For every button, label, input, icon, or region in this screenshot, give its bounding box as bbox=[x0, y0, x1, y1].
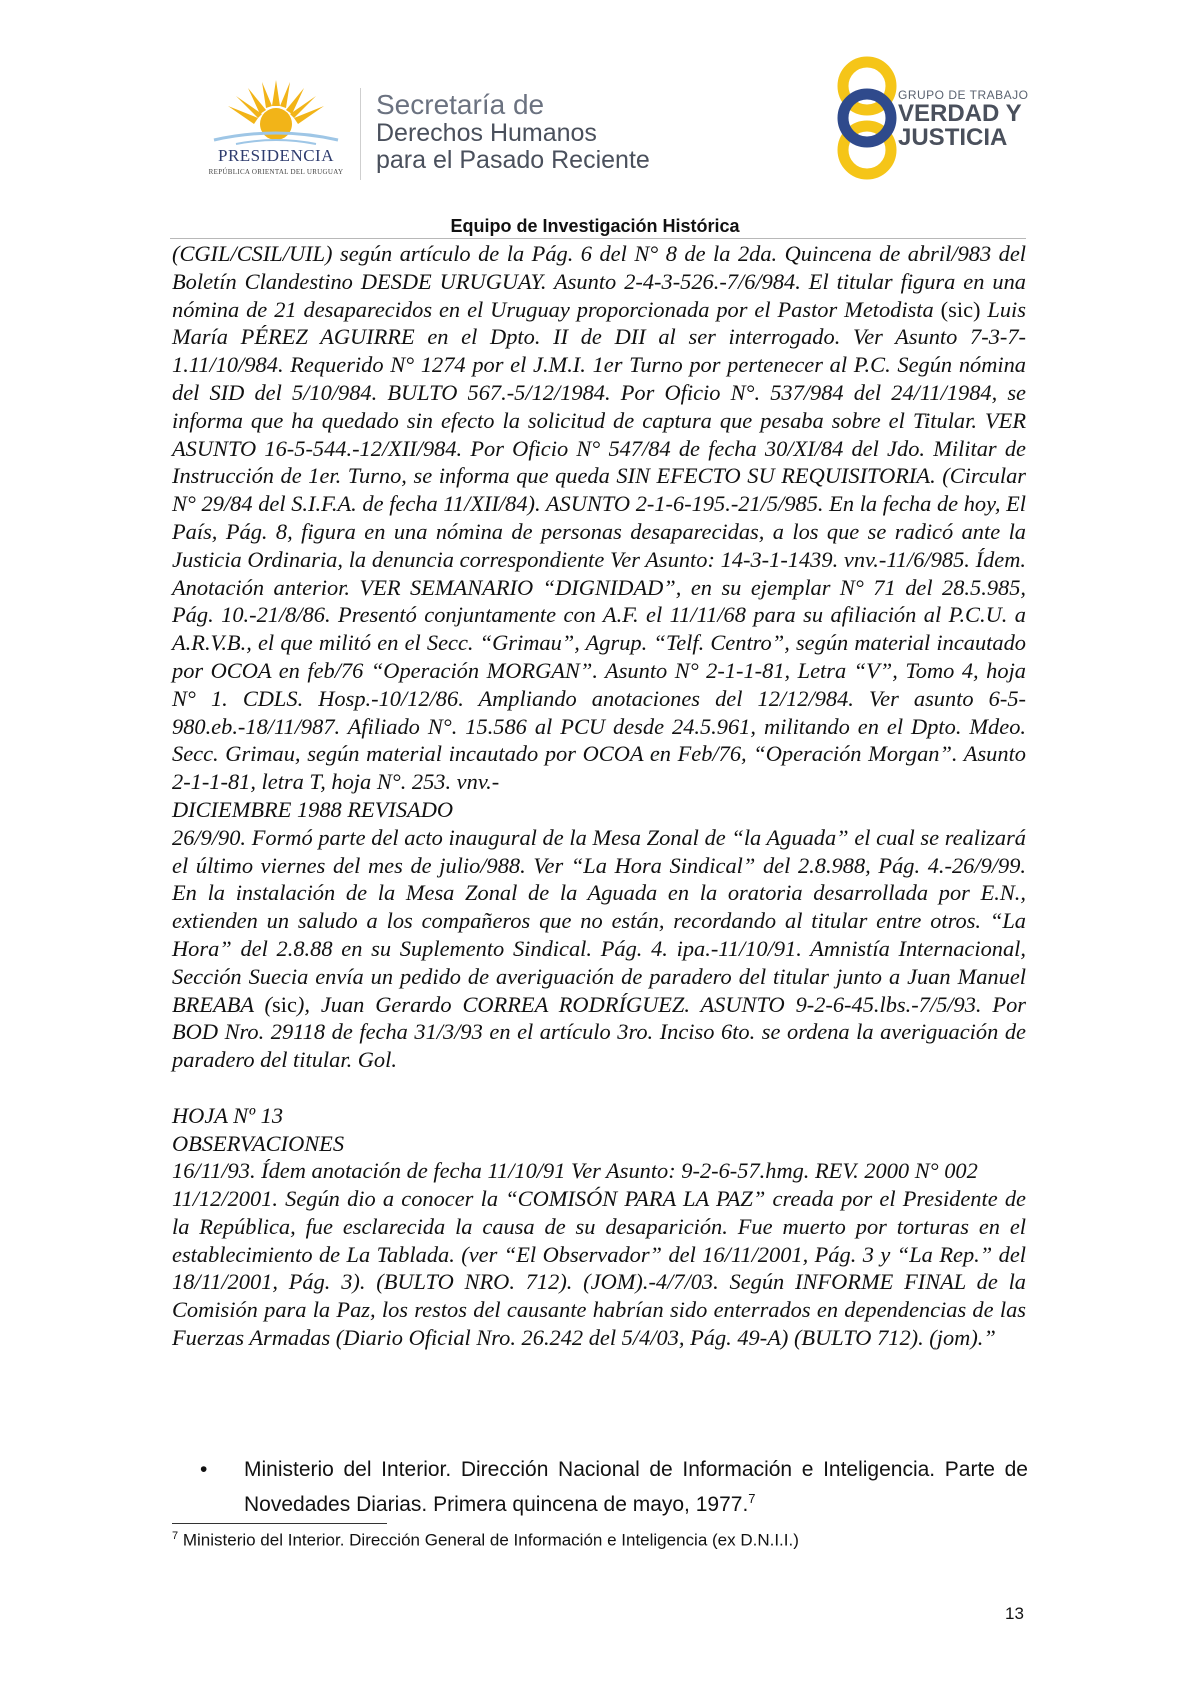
paragraph-record-part-1: (CGIL/CSIL/UIL) según artículo de la Pág. 6 del N° 8 de la 2da. Quincena de abril/983 del Boletín Clandestino DESDE URUGUAY. Asunto 2-4-3-526.-7/6/984. El titular figura en una nómina de 21 desaparecidos en el Uruguay proporcionada por el Pastor Metodista bbox=[172, 241, 1026, 322]
document-body bbox=[172, 240, 1026, 1352]
sun-icon bbox=[196, 78, 356, 148]
spacer bbox=[172, 1074, 1026, 1102]
secretaria-line-2: Derechos Humanos bbox=[376, 119, 597, 147]
paragraph-record bbox=[172, 240, 1026, 796]
page-number: 13 bbox=[1005, 1604, 1024, 1623]
paragraph-2001: 11/12/2001. Según dio a conocer la “COMISÓN PARA LA PAZ” creada por el Presidente de la República, fue esclarecida la causa de su desaparición. Fue muerto por torturas en el establecimiento de La Tablada. (ver “El Observador” del 16/11/2001, Pág. 3 y “La Rep.” del 18/11/2001, Pág. 3). (BULTO NRO. 712). (JOM).-4/7/03. Según INFORME FINAL de la Comisión para la Paz, los restos del causante habrían sido enterrados en dependencias de las Fuerzas Armadas (Diario Oficial Nro. 26.242 del 5/4/03, Pág. 49-A) (BULTO 712). (jom).” bbox=[172, 1186, 1026, 1351]
presidencia-sublabel: REPÚBLICA ORIENTAL DEL URUGUAY bbox=[208, 168, 344, 176]
paragraph-record-part-2: Luis María PÉREZ AGUIRRE en el Dpto. II de DII al ser interrogado. Ver Asunto 7-3-7-1.11/10/984. Requerido N° 1274 por el J.M.I. 1er Turno por pertenecer al P.C. Según nómina del SID del 5/10/984. BULTO 567.-5/12/1984. Por Oficio N°. 537/984 del 24/11/1984, se informa que ha quedado sin efecto la solicitud de captura que pesaba sobre el Titular. VER ASUNTO 16-5-544.-12/XII/984. Por Oficio N° 547/84 de fecha 30/XI/84 del Jdo. Militar de Instrucción de 1er. Turno, se informa que queda SIN EFECTO SU REQUISITORIA. (Circular N° 29/84 del S.I.F.A. de fecha 11/XII/84). ASUNTO 2-1-6-195.-21/5/985. En la fecha de hoy, El País, Pág. 8, figura en una nómina de personas desaparecidas, a los que se radicó ante la Justicia Ordinaria, la denuncia correspondiente Ver Asunto: 14-3-1-1439. vnv.-11/6/985. Ídem. Anotación anterior. VER SEMANARIO “DIGNIDAD”, en su ejemplar N° 71 del 28.5.985, Pág. 10.-21/8/86. Presentó conjuntamente con A.F. el 11/11/68 para su afiliación al P.C.U. a A.R.V.B., el que militó en el Secc. “Grimau”, Agrup. “Telf. Centro”, según material incautado por OCOA en feb/76 “Operación MORGAN”. Asunto N° 2-1-1-81, Letra “V”, Tomo 4, hoja N° 1. CDLS. Hosp.-10/12/86. Ampliando anotaciones del 12/12/984. Ver asunto 6-5-980.eb.-18/11/987. Afiliado N°. 15.586 al PCU desde 24.5.961, militando en el Dpto. Mdeo. Secc. Grimau, según material incautado por OCOA en Feb/76, “Operación Morgan”. Asunto 2-1-1-81, letra T, hoja N°. 253. vnv.- bbox=[172, 296, 1026, 795]
paragraph-1990s-part-1: 26/9/90. Formó parte del acto inaugural de la Mesa Zonal de “la Aguada” el cual se realizará el último viernes del mes de julio/988. Ver “La Hora Sindical” del 2.8.988, Pág. 4.-26/9/99. En la instalación de la Mesa Zonal de la Aguada en la oratoria desarrollada por E.N., extienden un saludo a los compañeros que no están, recordando al titular entre otros. “La Hora” del 2.8.88 en su Suplemento Sindical. Pág. 4. ipa.-11/10/91. Amnistía Internacional, Sección Suecia envía un pedido de averiguación de paradero del titular junto a Juan Manuel BREABA ( bbox=[172, 824, 1026, 1017]
header-divider bbox=[360, 88, 361, 180]
secretaria-line-1: Secretaría de bbox=[376, 89, 545, 120]
revision-line: DICIEMBRE 1988 REVISADO bbox=[172, 796, 454, 822]
verdad-justicia-logo-text bbox=[898, 88, 1028, 150]
team-title: Equipo de Investigación Histórica bbox=[450, 216, 740, 236]
hoja-heading: HOJA Nº 13 bbox=[172, 1102, 284, 1128]
footnote bbox=[172, 1530, 799, 1551]
paragraph-1990s bbox=[172, 824, 1026, 1074]
sic-note: (sic) bbox=[940, 296, 981, 322]
gtvj-line-3: JUSTICIA bbox=[898, 124, 1008, 151]
secretaria-logo-text bbox=[376, 90, 650, 174]
paragraph-1993: 16/11/93. Ídem anotación de fecha 11/10/91 Ver Asunto: 9-2-6-57.hmg. REV. 2000 N° 002 bbox=[172, 1158, 978, 1184]
bullet-text: Ministerio del Interior. Dirección Nacional de Información e Inteligencia. Parte de Novedades Diarias. Primera quincena de mayo, 1977. bbox=[244, 1458, 1028, 1516]
footnote-number: 7 bbox=[172, 1530, 179, 1542]
gtvj-line-1: GRUPO DE TRABAJO bbox=[898, 88, 1029, 102]
secretaria-line-3: para el Pasado Reciente bbox=[376, 146, 650, 174]
footnote-text: Ministerio del Interior. Dirección General de Información e Inteligencia (ex D.N.I.I.) bbox=[178, 1530, 799, 1550]
observaciones-heading: OBSERVACIONES bbox=[172, 1130, 345, 1156]
header-rule bbox=[170, 238, 1026, 239]
bullet-text-wrap bbox=[244, 1455, 1028, 1519]
presidencia-logo bbox=[196, 78, 356, 178]
footnote-rule bbox=[172, 1523, 387, 1524]
bullet-icon: • bbox=[200, 1458, 208, 1481]
footnote-ref[interactable]: 7 bbox=[748, 1491, 756, 1506]
page-header bbox=[0, 0, 1190, 236]
sic-note-2: sic bbox=[272, 991, 297, 1017]
presidencia-label: PRESIDENCIA bbox=[217, 146, 334, 165]
gtvj-line-2: VERDAD Y bbox=[898, 100, 1022, 127]
paragraph-1990s-part-2: ), Juan Gerardo CORREA RODRÍGUEZ. ASUNTO 9-2-6-45.lbs.-7/5/93. Por BOD Nro. 29118 de fecha 31/3/93 en el artículo 3ro. Inciso 6to. se ordena la averiguación de paradero del titular. Gol. bbox=[172, 991, 1026, 1073]
